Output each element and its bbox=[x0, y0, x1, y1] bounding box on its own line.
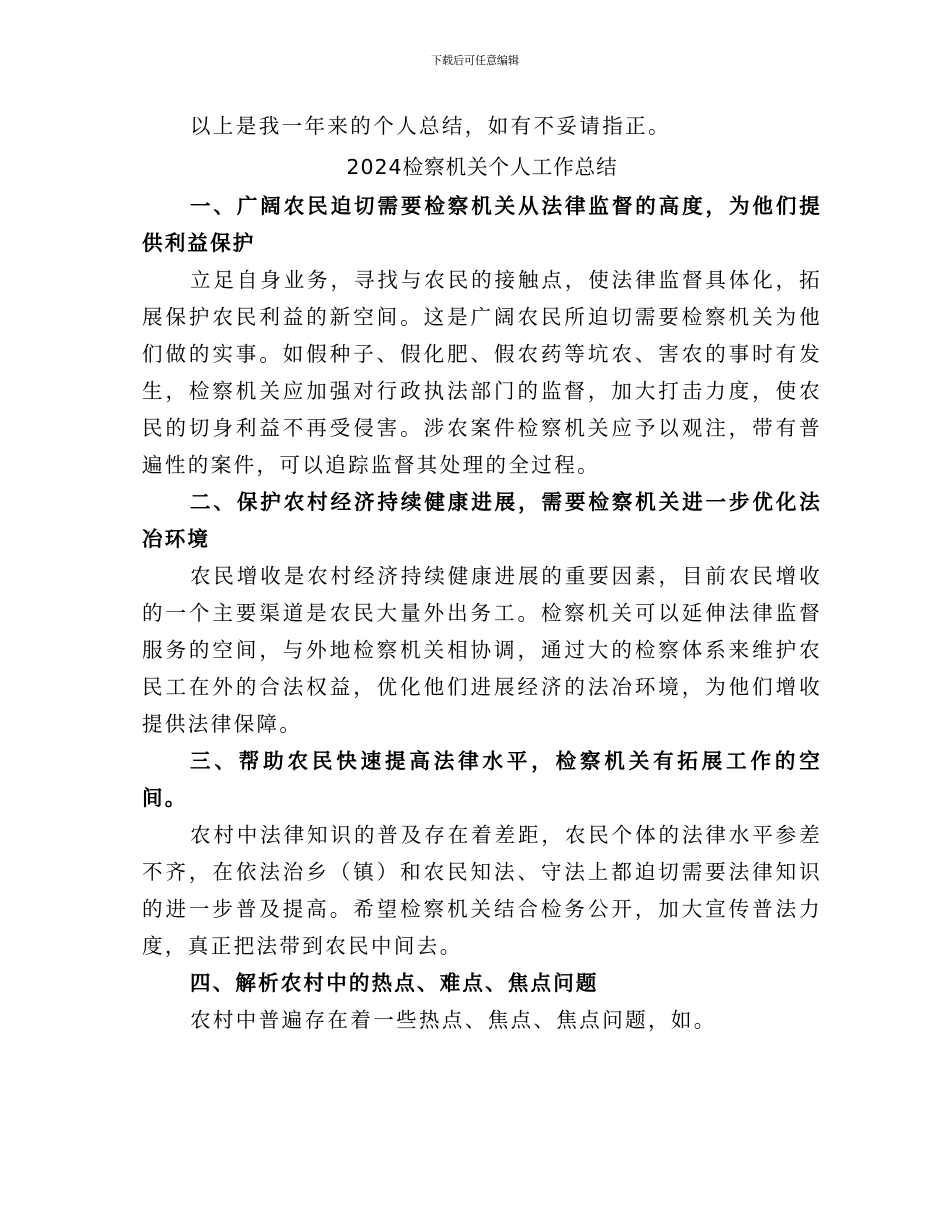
section-paragraph: 农村中普遍存在着一些热点、焦点、焦点问题，如。 bbox=[190, 1008, 717, 1032]
section-heading: 四、解析农村中的热点、难点、焦点问题 bbox=[190, 971, 599, 995]
section-heading: 三、帮助农民快速提高法律水平，检察机关有拓展工作的空间。 bbox=[142, 749, 822, 810]
document-body bbox=[142, 108, 822, 1039]
section-paragraph: 农村中法律知识的普及存在着差距，农民个体的法律水平参差不齐，在依法治乡（镇）和农民知法、守法上都迫切需要法律知识的进一步普及提高。希望检察机关结合检务公开，加大宣传普法力度，真正把法带到农民中间去。 bbox=[142, 823, 822, 958]
closing-line: 以上是我一年来的个人总结，如有不妥请指正。 bbox=[190, 114, 671, 138]
section-1 bbox=[142, 188, 822, 484]
section-3 bbox=[142, 743, 822, 965]
section-4 bbox=[142, 965, 822, 1039]
section-paragraph: 农民增收是农村经济持续健康进展的重要因素，目前农民增收的一个主要渠道是农民大量外出务工。检察机关可以延伸法律监督服务的空间，与外地检察机关相协调，通过大的检察体系来维护农民工在外的合法权益，优化他们进展经济的法冶环境，为他们增收提供法律保障。 bbox=[142, 564, 822, 736]
section-heading: 二、保护农村经济持续健康进展，需要检察机关进一步优化法冶环境 bbox=[142, 490, 822, 551]
section-heading: 一、广阔农民迫切需要检察机关从法律监督的高度，为他们提供利益保护 bbox=[142, 194, 822, 255]
document-title: 2024检察机关个人工作总结 bbox=[346, 155, 618, 179]
section-paragraph: 立足自身业务，寻找与农民的接触点，使法律监督具体化，拓展保护农民利益的新空间。这是广阔农民所迫切需要检察机关为他们做的实事。如假种子、假化肥、假农药等坑农、害农的事时有发生，检察机关应加强对行政执法部门的监督，加大打击力度，使农民的切身利益不再受侵害。涉农案件检察机关应予以观注，带有普遍性的案件，可以追踪监督其处理的全过程。 bbox=[142, 268, 822, 477]
page-header-note: 下载后可任意编辑 bbox=[431, 54, 519, 67]
section-2 bbox=[142, 484, 822, 743]
